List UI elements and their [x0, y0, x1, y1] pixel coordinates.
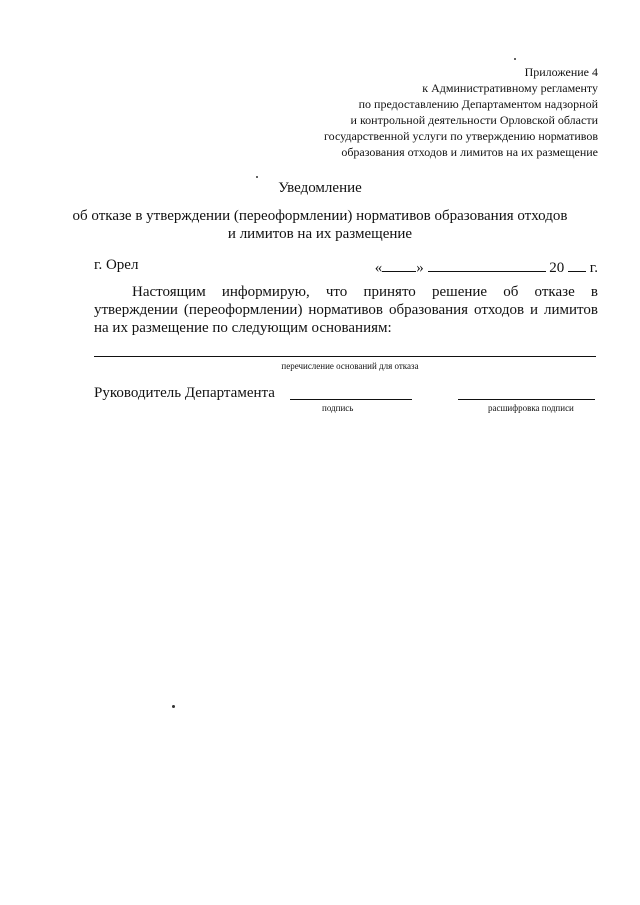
scan-speck	[256, 176, 258, 178]
header-line: государственной услуги по утверждению нормативов	[324, 129, 598, 143]
reasons-caption: перечисление оснований для отказа	[281, 361, 419, 371]
signature-decode-blank-line	[458, 399, 595, 400]
appendix-header	[324, 64, 598, 160]
date-close-quote: »	[416, 260, 424, 276]
year-prefix: 20	[549, 260, 565, 276]
scan-speck	[172, 705, 175, 708]
document-subtitle	[0, 207, 640, 243]
header-line: к Административному регламенту	[422, 81, 598, 95]
subtitle-line: и лимитов на их размещение	[227, 226, 413, 242]
notice-body	[94, 283, 598, 337]
date-open-quote: «	[374, 260, 383, 276]
city-label: г. Орел	[94, 257, 139, 273]
document-title: Уведомление	[278, 180, 362, 196]
header-line: образования отходов и лимитов на их размещение	[341, 145, 598, 159]
scan-speck	[514, 58, 516, 60]
header-line: по предоставлению Департаментом надзорной	[358, 97, 598, 111]
header-line: Приложение 4	[524, 65, 598, 79]
date-field	[375, 257, 598, 277]
month-blank	[428, 257, 546, 272]
signature-blank-line	[290, 399, 412, 400]
year-blank	[568, 257, 586, 272]
year-suffix: г.	[589, 260, 598, 276]
reasons-blank-line	[94, 356, 596, 357]
day-blank	[382, 257, 416, 272]
notice-body-text: Настоящим информирую, что принято решение об отказе в утверждении (переоформлении) нормативов образования отходов и лимитов на их размещение по следующим основаниям:	[94, 284, 598, 336]
signature-decode-caption: расшифровка подписи	[488, 403, 574, 413]
department-head-label: Руководитель Департамента	[94, 385, 275, 401]
signature-caption: подпись	[322, 403, 354, 413]
header-line: и контрольной деятельности Орловской области	[350, 113, 598, 127]
subtitle-line: об отказе в утверждении (переоформлении) нормативов образования отходов	[72, 208, 568, 224]
